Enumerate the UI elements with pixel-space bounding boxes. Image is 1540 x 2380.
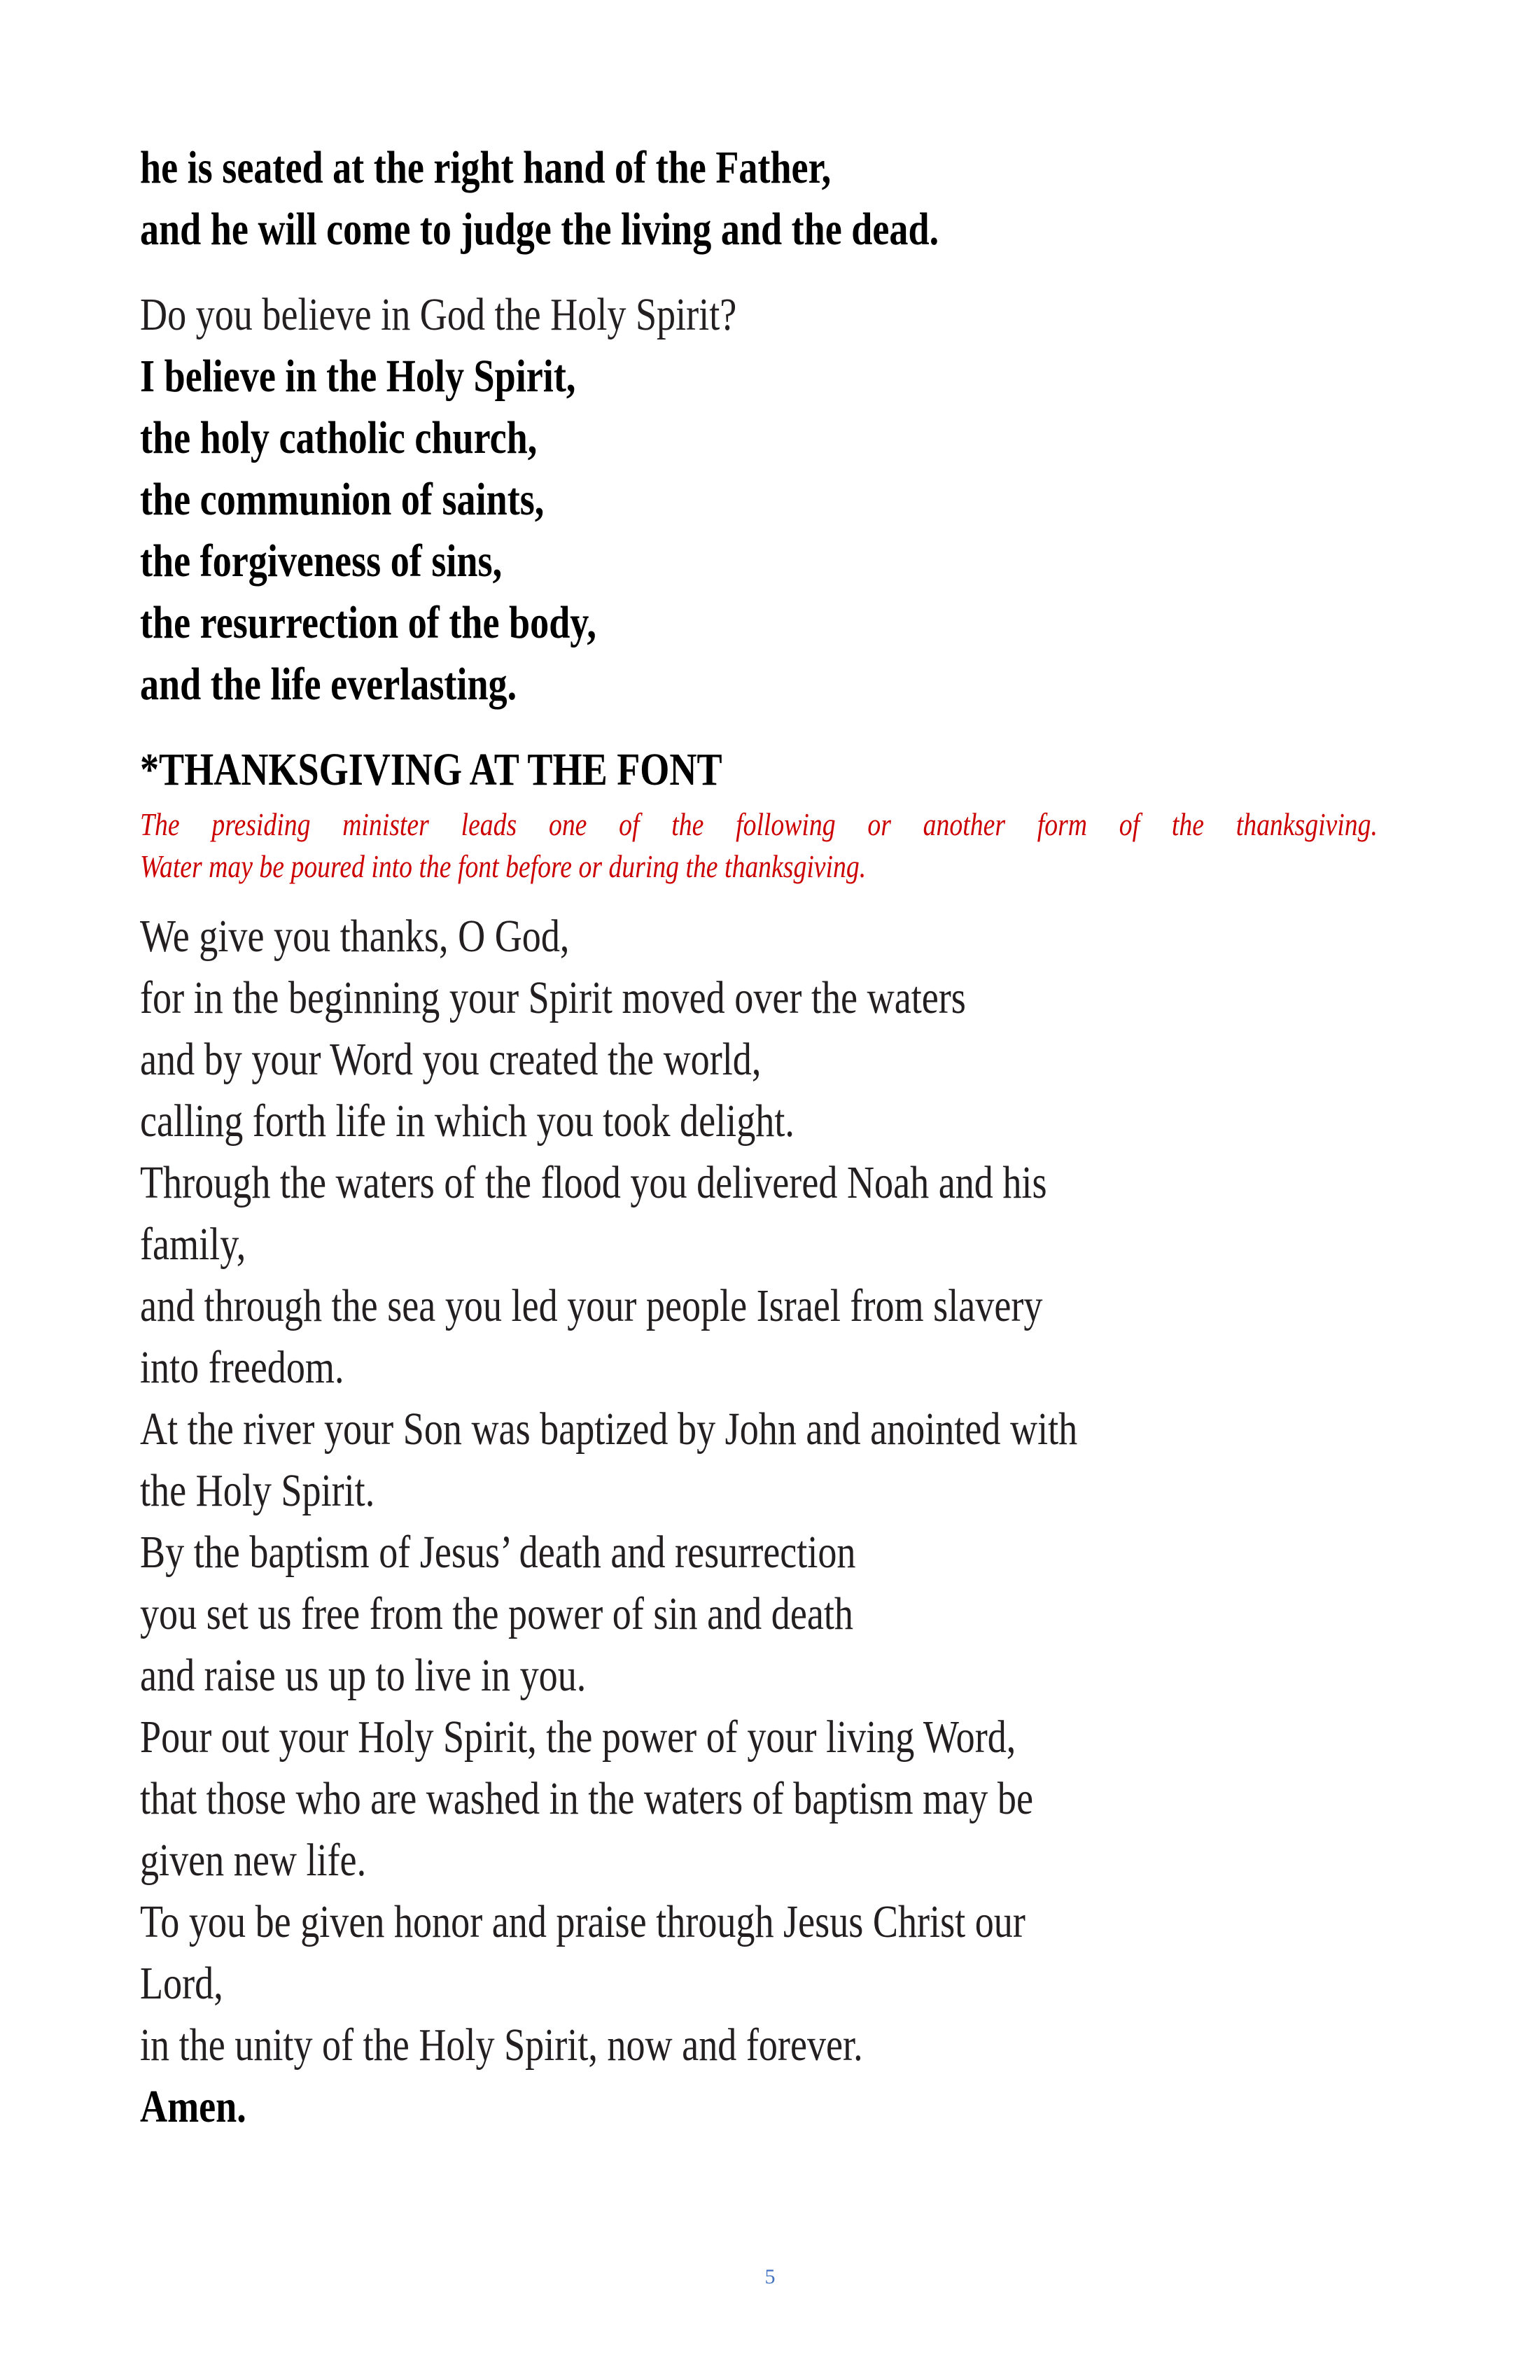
congregation-response-line: and the life everlasting. bbox=[140, 659, 517, 710]
prayer-line: family, bbox=[140, 1219, 246, 1270]
thanksgiving-prayer bbox=[140, 906, 1380, 2138]
prayer-line: To you be given honor and praise through Jesus Christ our bbox=[140, 1896, 1026, 1947]
congregation-response-line: the forgiveness of sins, bbox=[140, 536, 503, 587]
prayer-line: calling forth life in which you took delight. bbox=[140, 1096, 794, 1147]
prayer-line: into freedom. bbox=[140, 1342, 344, 1393]
leader-question: Do you believe in God the Holy Spirit? bbox=[140, 289, 737, 340]
prayer-line: that those who are washed in the waters of baptism may be bbox=[140, 1773, 1033, 1824]
congregation-response-line: I believe in the Holy Spirit, bbox=[140, 351, 576, 402]
prayer-line: given new life. bbox=[140, 1835, 367, 1886]
prayer-line: and through the sea you led your people Israel from slavery bbox=[140, 1280, 1043, 1331]
page-content bbox=[140, 137, 1380, 2138]
prayer-line: and raise us up to live in you. bbox=[140, 1650, 587, 1701]
page-number: 5 bbox=[764, 2265, 776, 2288]
prayer-line: Pour out your Holy Spirit, the power of your living Word, bbox=[140, 1712, 1016, 1763]
congregation-response-line: he is seated at the right hand of the Father, bbox=[140, 142, 832, 193]
rubric-line: The presiding minister leads one of the following or another form of the thanksgiving. bbox=[140, 806, 1378, 842]
prayer-line: and by your Word you created the world, bbox=[140, 1034, 762, 1085]
prayer-line: the Holy Spirit. bbox=[140, 1465, 375, 1516]
prayer-line: Lord, bbox=[140, 1958, 223, 2009]
congregation-response-amen: Amen. bbox=[140, 2081, 246, 2132]
prayer-line: We give you thanks, O God, bbox=[140, 911, 570, 962]
creed-continuation bbox=[140, 137, 1380, 260]
congregation-response-line: the resurrection of the body, bbox=[140, 597, 596, 648]
rubric-line: Water may be poured into the font before or during the thanksgiving. bbox=[140, 848, 867, 884]
prayer-line: for in the beginning your Spirit moved over the waters bbox=[140, 972, 966, 1023]
prayer-line: Through the waters of the flood you delivered Noah and his bbox=[140, 1157, 1047, 1208]
section-heading: *THANKSGIVING AT THE FONT bbox=[140, 744, 722, 795]
third-article bbox=[140, 284, 1380, 715]
prayer-line: At the river your Son was baptized by John and anointed with bbox=[140, 1404, 1078, 1455]
congregation-response-line: the holy catholic church, bbox=[140, 412, 538, 463]
congregation-response-line: the communion of saints, bbox=[140, 474, 545, 525]
prayer-line: By the baptism of Jesus’ death and resurrection bbox=[140, 1527, 856, 1578]
congregation-response-line: and he will come to judge the living and the dead. bbox=[140, 204, 939, 255]
prayer-line: you set us free from the power of sin and death bbox=[140, 1588, 853, 1639]
prayer-line: in the unity of the Holy Spirit, now and forever. bbox=[140, 2019, 863, 2071]
rubric bbox=[140, 804, 1378, 888]
